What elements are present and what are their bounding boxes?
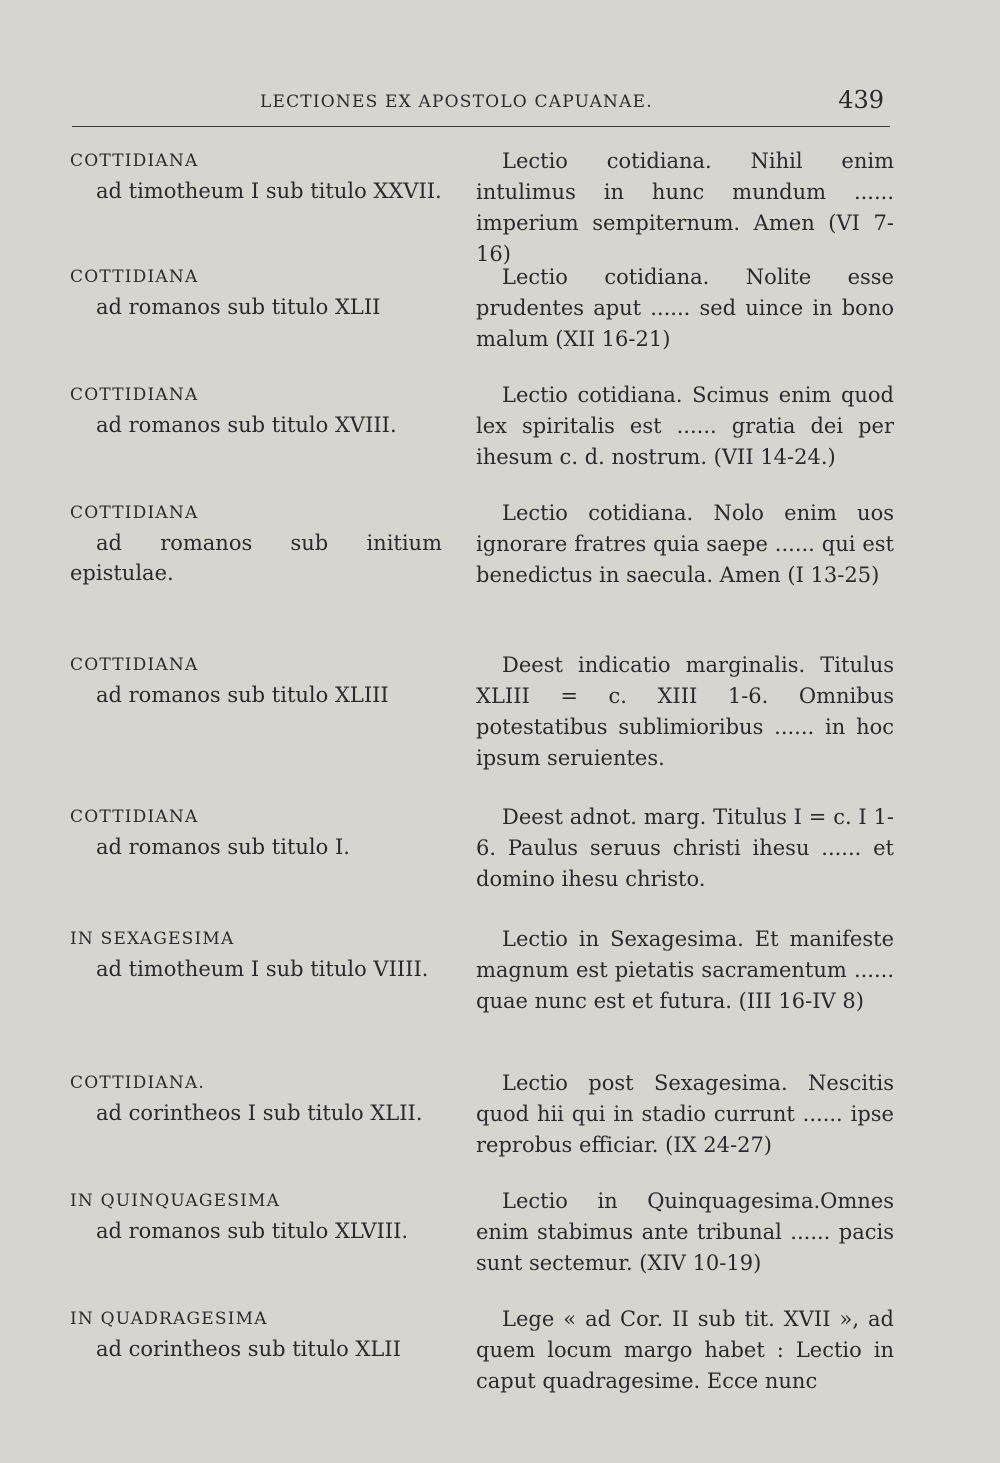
lection-text: Lectio cotidiana. Scimus enim quod lex spiritalis est ...... gratia dei per ihesum c. d. nostrum. (VII 14-24.) xyxy=(476,383,894,469)
lection-source xyxy=(70,380,442,440)
lection-reference: ad romanos sub titulo I. xyxy=(96,835,350,859)
lection-text: Deest indicatio marginalis. Titulus XLIII = c. XIII 1-6. Omnibus potestatibus sublimioribus ...... in hoc ipsum seruientes. xyxy=(476,653,894,770)
lection-source xyxy=(70,650,442,710)
lection-text: Lectio cotidiana. Nihil enim intulimus in hunc mundum ...... imperium sempiternum. Amen (VI 7-16) xyxy=(476,149,894,266)
lection-text: Deest adnot. marg. Titulus I = c. I 1-6. Paulus seruus christi ihesu ...... et domino ihesu christo. xyxy=(476,805,894,891)
lection-text: Lege « ad Cor. II sub tit. XVII », ad quem locum margo habet : Lectio in caput quadragesime. Ecce nunc xyxy=(476,1307,894,1393)
lection-source xyxy=(70,498,442,588)
lection-description xyxy=(476,924,894,1017)
lection-description xyxy=(476,380,894,473)
lection-heading: COTTIDIANA xyxy=(70,267,199,287)
lection-heading: COTTIDIANA xyxy=(70,503,199,523)
lection-description xyxy=(476,650,894,774)
lection-heading: IN QUINQUAGESIMA xyxy=(70,1191,281,1211)
lection-reference: ad corintheos I sub titulo XLII. xyxy=(96,1101,423,1125)
lection-reference: ad romanos sub titulo XVIII. xyxy=(96,413,397,437)
lection-text: Lectio cotidiana. Nolo enim uos ignorare fratres quia saepe ...... qui est benedictus in saecula. Amen (I 13-25) xyxy=(476,501,894,587)
lection-heading: COTTIDIANA xyxy=(70,807,199,827)
page-header xyxy=(72,86,890,126)
lection-heading: IN SEXAGESIMA xyxy=(70,929,235,949)
lection-description xyxy=(476,1304,894,1397)
lection-text: Lectio in Quinquagesima.Omnes enim stabimus ante tribunal ...... pacis sunt sectemur. (XIV 10-19) xyxy=(476,1189,894,1275)
lection-text: Lectio cotidiana. Nolite esse prudentes aput ...... sed uince in bono malum (XII 16-21) xyxy=(476,265,894,351)
lection-heading: COTTIDIANA. xyxy=(70,1073,206,1093)
page-number: 439 xyxy=(838,86,884,114)
lection-source xyxy=(70,802,442,862)
lection-source xyxy=(70,1304,442,1364)
lection-reference: ad corintheos sub titulo XLII xyxy=(96,1337,401,1361)
lection-heading: COTTIDIANA xyxy=(70,151,199,171)
lection-description xyxy=(476,498,894,591)
lection-description xyxy=(476,146,894,270)
lection-heading: COTTIDIANA xyxy=(70,385,199,405)
lection-source xyxy=(70,1186,442,1246)
lection-reference: ad romanos sub titulo XLVIII. xyxy=(96,1219,409,1243)
lection-heading: IN QUADRAGESIMA xyxy=(70,1309,268,1329)
lection-reference: ad timotheum I sub titulo VIIII. xyxy=(96,957,429,981)
header-rule xyxy=(72,126,890,127)
lection-description xyxy=(476,802,894,895)
running-title: LECTIONES EX APOSTOLO CAPUANAE. xyxy=(260,92,653,112)
lection-reference: ad romanos sub initium epistulae. xyxy=(70,531,442,585)
lection-source xyxy=(70,924,442,984)
lection-reference: ad romanos sub titulo XLIII xyxy=(96,683,389,707)
lection-source xyxy=(70,1068,442,1128)
lection-description xyxy=(476,262,894,355)
lection-reference: ad romanos sub titulo XLII xyxy=(96,295,381,319)
lection-heading: COTTIDIANA xyxy=(70,655,199,675)
lection-text: Lectio in Sexagesima. Et manifeste magnum est pietatis sacramentum ...... quae nunc est et futura. (III 16-IV 8) xyxy=(476,927,894,1013)
lection-reference: ad timotheum I sub titulo XXVII. xyxy=(96,179,442,203)
lection-source xyxy=(70,262,442,322)
lection-source xyxy=(70,146,442,206)
lection-description xyxy=(476,1186,894,1279)
lection-text: Lectio post Sexagesima. Nescitis quod hii qui in stadio currunt ...... ipse reprobus efficiar. (IX 24-27) xyxy=(476,1071,894,1157)
lection-description xyxy=(476,1068,894,1161)
